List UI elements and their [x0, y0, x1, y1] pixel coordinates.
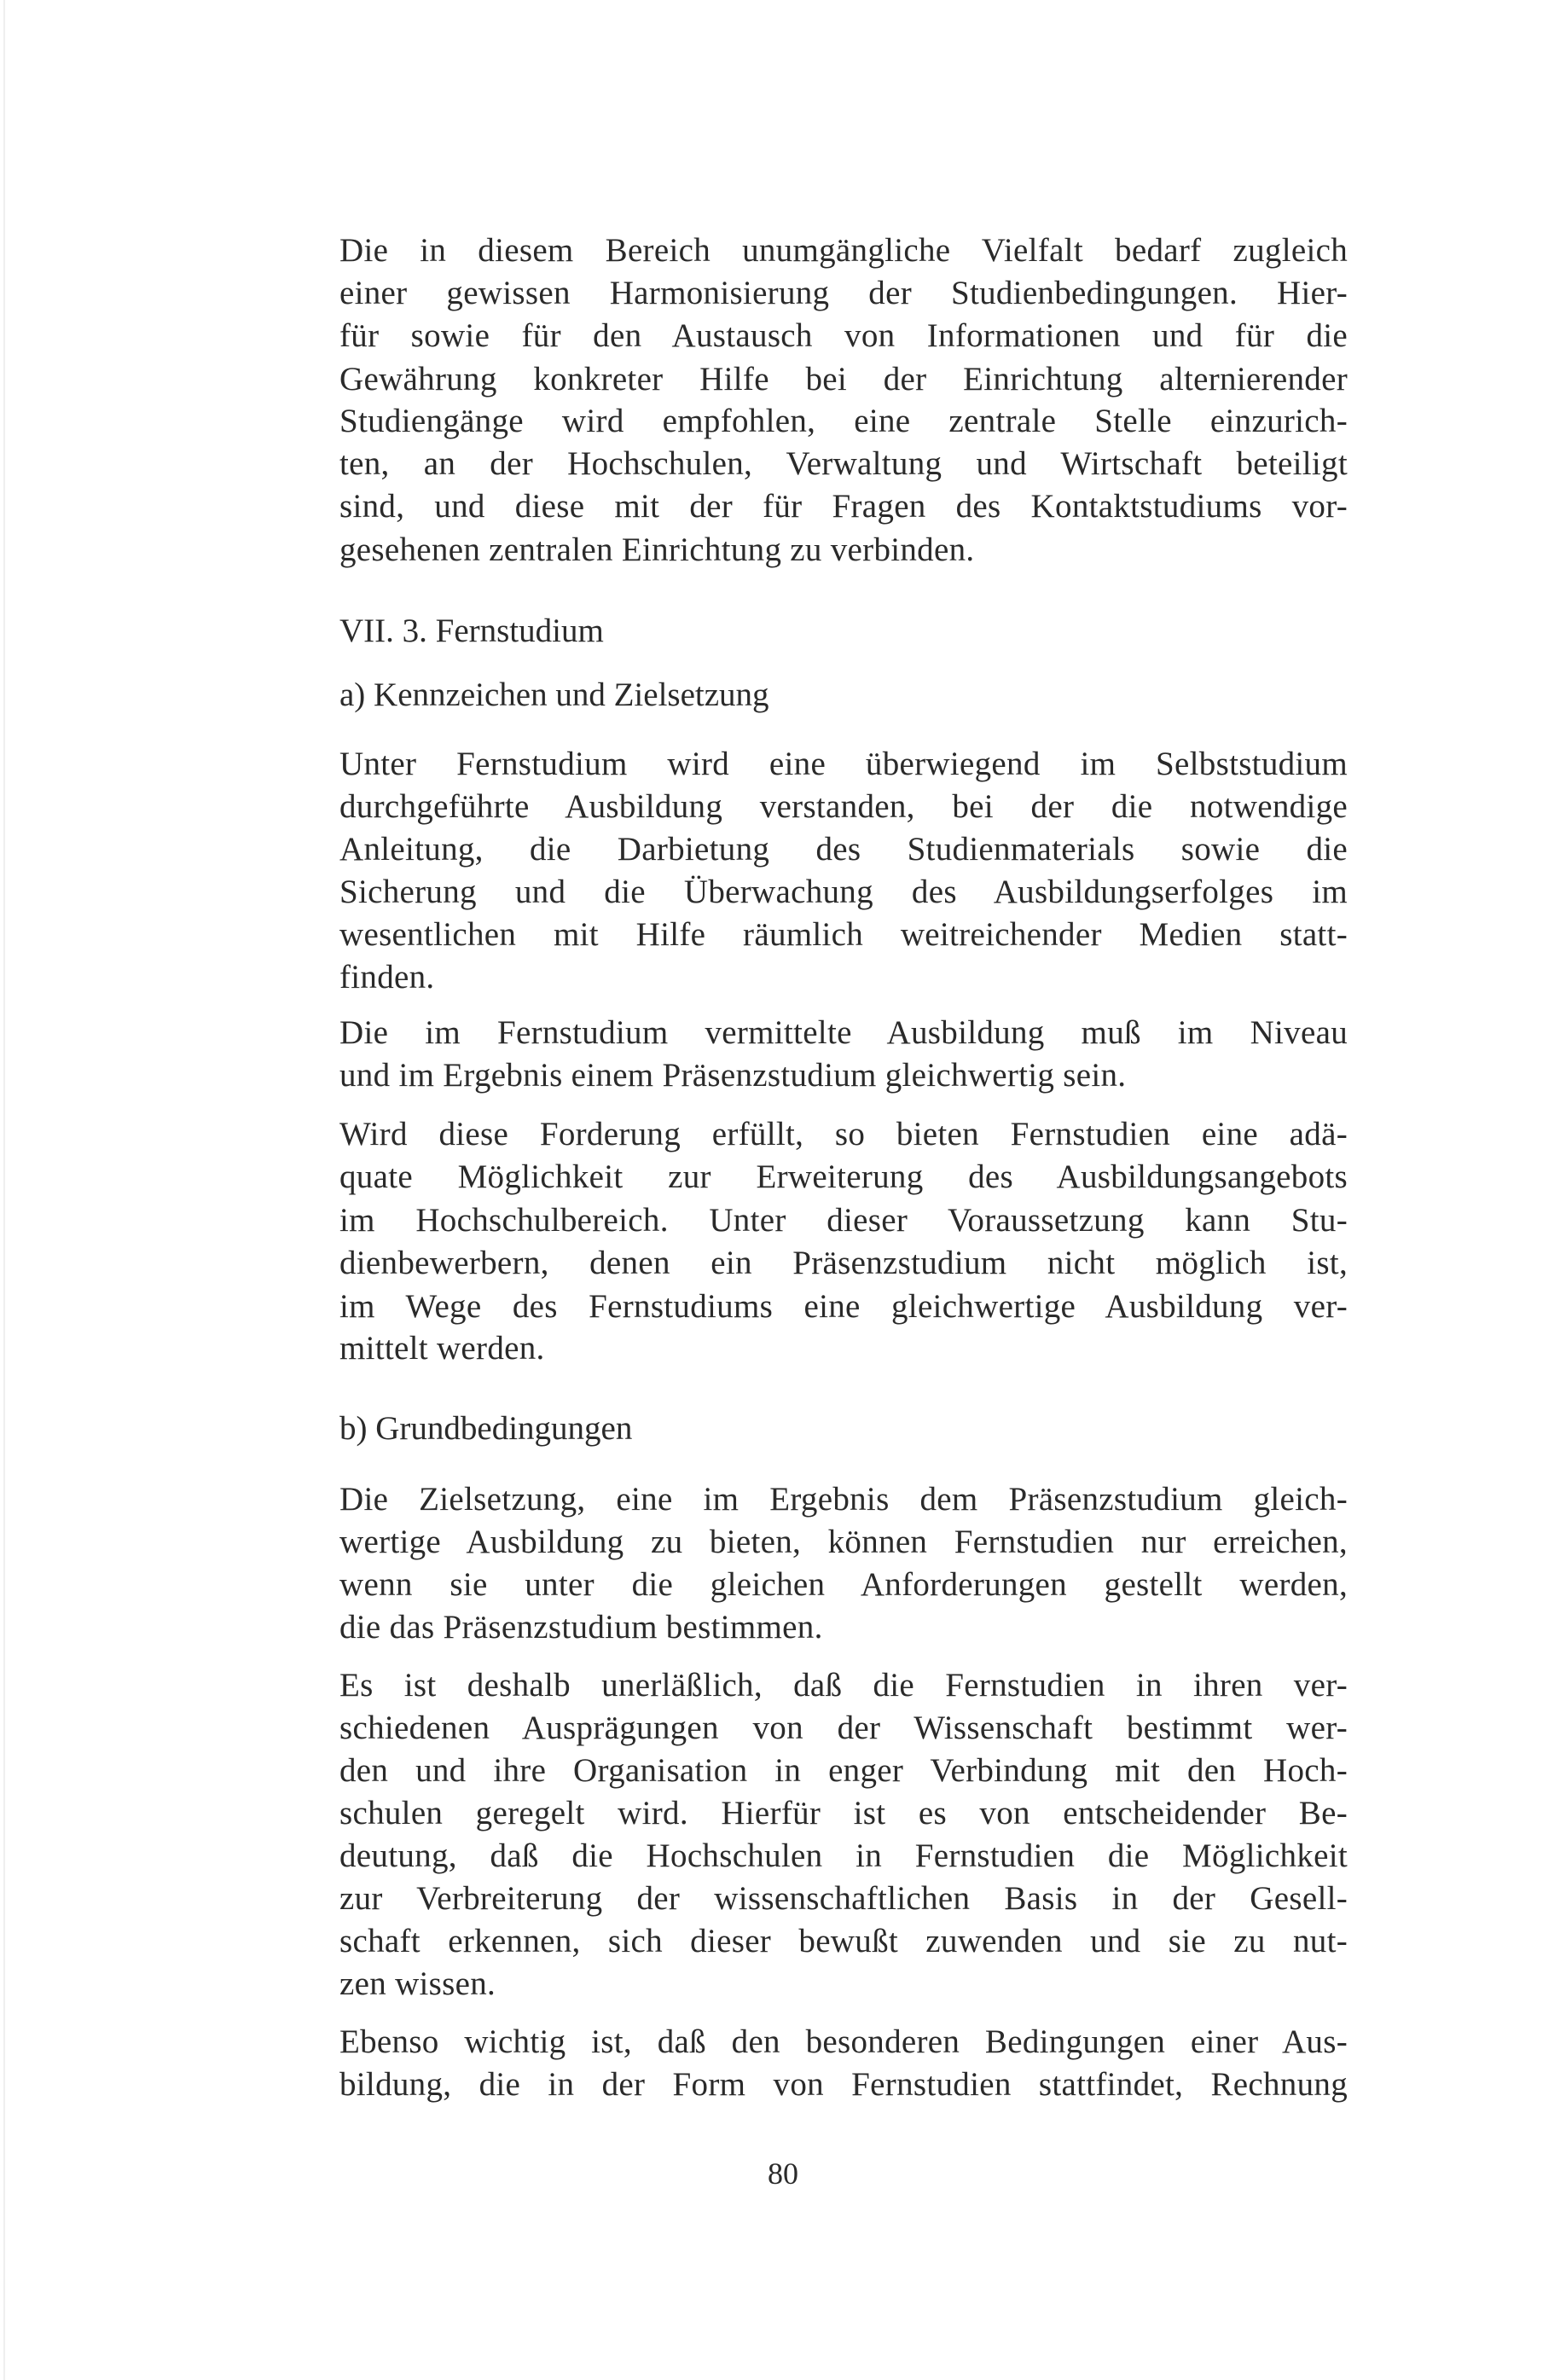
paragraph-line: schaft erkennen, sich dieser bewußt zuwenden und sie zu nut-	[339, 1923, 1348, 1959]
paragraph-line: im Wege des Fernstudiums eine gleichwertige Ausbildung ver-	[339, 1288, 1348, 1325]
paragraph-line: Die Zielsetzung, eine im Ergebnis dem Präsenzstudium gleich-	[339, 1481, 1348, 1518]
paragraph-line: zur Verbreiterung der wissenschaftlichen Basis in der Gesell-	[339, 1880, 1348, 1917]
section-heading: VII. 3. Fernstudium	[339, 612, 604, 649]
paragraph-line: Anleitung, die Darbietung des Studienmaterials sowie die	[339, 831, 1348, 868]
paragraph-line: im Hochschulbereich. Unter dieser Voraussetzung kann Stu-	[339, 1202, 1348, 1239]
subheading-b: b) Grundbedingungen	[339, 1410, 633, 1447]
paragraph-line: schiedenen Ausprägungen von der Wissenschaft bestimmt wer-	[339, 1710, 1348, 1746]
paragraph-line: finden.	[339, 959, 435, 996]
paragraph-line: Ebenso wichtig ist, daß den besonderen Bedingungen einer Aus-	[339, 2023, 1348, 2060]
paragraph-line: quate Möglichkeit zur Erweiterung des Ausbildungsangebots	[339, 1158, 1348, 1195]
paragraph-line: bildung, die in der Form von Fernstudien stattfindet, Rechnung	[339, 2066, 1348, 2103]
paragraph-line: Die im Fernstudium vermittelte Ausbildung muß im Niveau	[339, 1014, 1348, 1051]
paragraph-line: wertige Ausbildung zu bieten, können Fernstudien nur erreichen,	[339, 1524, 1348, 1560]
paragraph-line: sind, und diese mit der für Fragen des Kontaktstudiums vor-	[339, 488, 1348, 525]
page-number: 80	[768, 2157, 798, 2191]
paragraph-line: Die in diesem Bereich unumgängliche Vielfalt bedarf zugleich	[339, 232, 1348, 269]
paragraph-line: Es ist deshalb unerläßlich, daß die Fernstudien in ihren ver-	[339, 1667, 1348, 1704]
paragraph-line: mittelt werden.	[339, 1330, 545, 1367]
paragraph-line: Unter Fernstudium wird eine überwiegend im Selbststudium	[339, 746, 1348, 782]
paragraph-line: dienbewerbern, denen ein Präsenzstudium nicht möglich ist,	[339, 1245, 1348, 1281]
paragraph-line: ten, an der Hochschulen, Verwaltung und Wirtschaft beteiligt	[339, 445, 1348, 482]
paragraph-line: einer gewissen Harmonisierung der Studienbedingungen. Hier-	[339, 275, 1348, 311]
paragraph-line: wenn sie unter die gleichen Anforderungen gestellt werden,	[339, 1566, 1348, 1603]
paragraph-line: für sowie für den Austausch von Informationen und für die	[339, 317, 1348, 354]
paragraph-line: und im Ergebnis einem Präsenzstudium gleichwertig sein.	[339, 1057, 1127, 1094]
paragraph-line: deutung, daß die Hochschulen in Fernstudien die Möglichkeit	[339, 1837, 1348, 1874]
paragraph-line: wesentlichen mit Hilfe räumlich weitreichender Medien statt-	[339, 916, 1348, 953]
paragraph-line: zen wissen.	[339, 1965, 496, 2002]
paragraph-line: den und ihre Organisation in enger Verbindung mit den Hoch-	[339, 1752, 1348, 1789]
paragraph-line: schulen geregelt wird. Hierfür ist es von entscheidender Be-	[339, 1795, 1348, 1831]
paragraph-line: Sicherung und die Überwachung des Ausbildungserfolges im	[339, 874, 1348, 910]
paragraph-line: Wird diese Forderung erfüllt, so bieten Fernstudien eine adä-	[339, 1116, 1348, 1152]
paragraph-line: durchgeführte Ausbildung verstanden, bei der die notwendige	[339, 788, 1348, 825]
subheading-a: a) Kennzeichen und Zielsetzung	[339, 676, 769, 713]
scan-edge-shadow	[3, 0, 5, 2380]
paragraph-line: Studiengänge wird empfohlen, eine zentrale Stelle einzurich-	[339, 403, 1348, 439]
paragraph-line: Gewährung konkreter Hilfe bei der Einrichtung alternierender	[339, 361, 1348, 398]
paragraph-line: gesehenen zentralen Einrichtung zu verbinden.	[339, 531, 975, 568]
paragraph-line: die das Präsenzstudium bestimmen.	[339, 1609, 823, 1646]
